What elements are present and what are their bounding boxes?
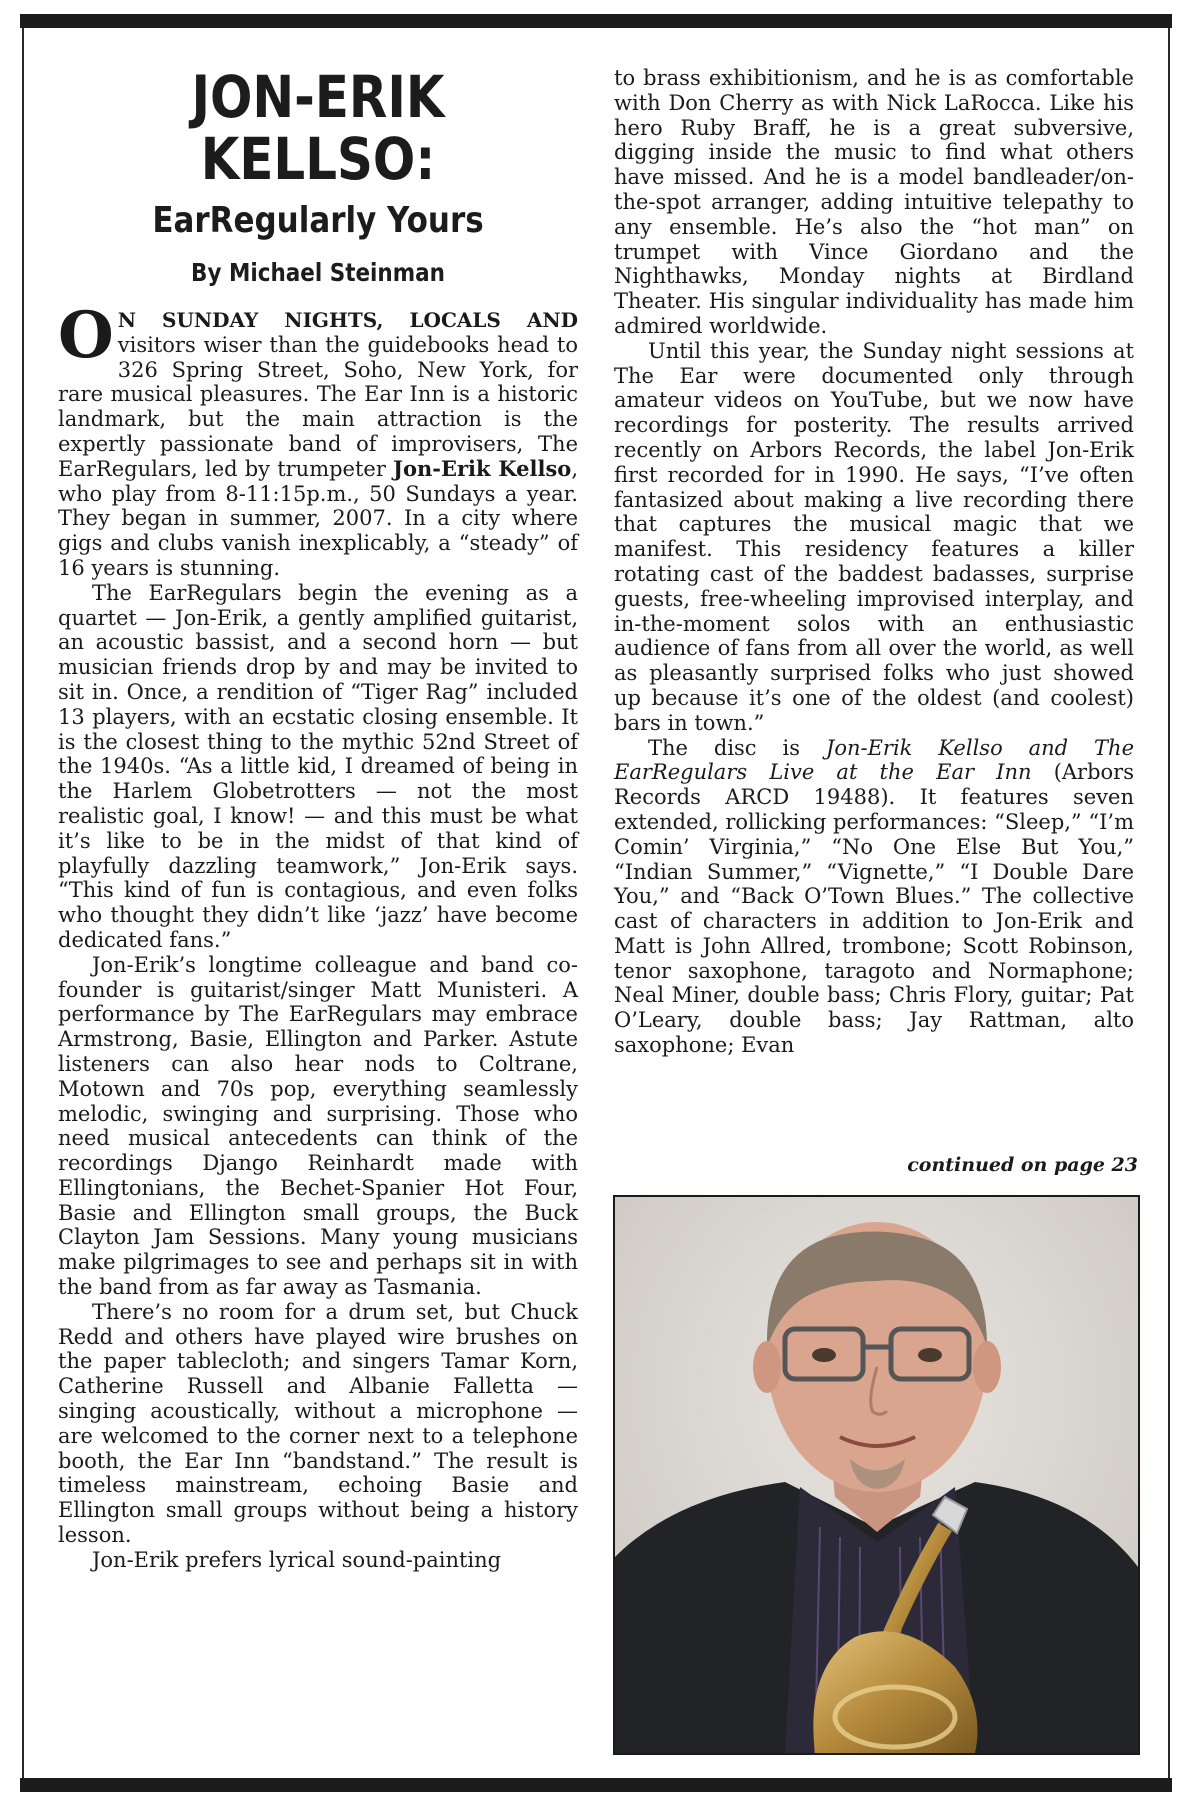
left-border xyxy=(22,28,24,1778)
paragraph: The EarRegulars begin the evening as a quartet — Jon-Erik, a gently amplified guitarist, an acoustic bassist, and a second horn — but musician friends drop by and may be invited to sit in. Once, a rendition of “Tiger Rag” included 13 players, with an ecstatic closing ensemble. It is the closest thing to the mythic 52nd Street of the 1940s. “As a little kid, I dreamed of being in the Harlem Globetrotters — not the most realistic goal, I know! — and this must be what it’s like to be in the midst of that kind of playfully dazzling teamwork,” Jon-Erik says. “This kind of fun is contagious, and even folks who thought they didn’t like ‘jazz’ have become dedicated fans.” xyxy=(58,580,578,952)
portrait-photo xyxy=(613,1195,1140,1755)
headline xyxy=(94,63,541,193)
lead-text-1: visitors wiser than the guidebooks head to 326 Spring Street, Soho, New York, for rare musical pleasures. The Ear Inn is a historic landmark, but the main attraction is the expertly passionate band of improvisers, The EarRegulars, led by trumpeter xyxy=(58,332,578,481)
headline-line-2: KELLSO: xyxy=(200,125,436,193)
lead-paragraph xyxy=(58,298,578,581)
right-border xyxy=(1168,28,1170,1778)
lead-caps: N SUNDAY NIGHTS, LOCALS AND xyxy=(117,308,578,332)
top-rule xyxy=(20,14,1172,28)
article-body-right xyxy=(614,66,1134,1058)
lead-text-2: , who play from 8-11:15p.m., 50 Sundays a year. They began in summer, 2007. In a city where gigs and clubs vanish inexplicably, a “steady” of 16 years is stunning. xyxy=(58,456,578,580)
headline-line-1: JON-ERIK xyxy=(191,63,445,131)
drop-cap: O xyxy=(58,298,114,373)
lead-name: Jon-Erik Kellso xyxy=(393,455,572,481)
right-column xyxy=(614,66,1134,1058)
continued-line: continued on page 23 xyxy=(907,1154,1138,1176)
paragraph: Jon-Erik prefers lyrical sound-painting xyxy=(92,1547,502,1572)
paragraph-text: (Arbors Records ARCD 19488). It features seven extended, rollicking performances: “Sleep,” “I’m Comin’ Virginia,” “No One Else But You,” “Indian Summer,” “Vignette,” “I Double Dare You,” and “Back O’Town Blues.” The collective cast of characters in addition to Jon-Erik and Matt is John Allred, trombone; Scott Robinson, tenor saxophone, taragoto and Normaphone; Neal Miner, double bass; Chris Flory, guitar; Pat O’Leary, double bass; Jay Rattman, alto saxophone; Evan xyxy=(614,760,1134,1058)
paragraph xyxy=(614,736,1134,1058)
paragraph: to brass exhibitionism, and he is as comfortable with Don Cherry as with Nick LaRocca. Like his hero Ruby Braff, he is a great subversive, digging inside the music to find what others have missed. And he is a model bandleader/on-the-spot arranger, adding intuitive telepathy to any ensemble. He’s also the “hot man” on trumpet with Vince Giordano and the Nighthawks, Monday nights at Birdland Theater. His singular individuality has made him admired worldwide. xyxy=(614,66,1134,338)
paragraph-text: The disc is xyxy=(648,735,826,760)
paragraph: Jon-Erik’s longtime colleague and band co-founder is guitarist/singer Matt Munisteri. A performance by The EarRegulars may embrace Armstrong, Basie, Ellington and Parker. Astute listeners can also hear nods to Coltrane, Motown and 70s pop, everything seamlessly melodic, swinging and surprising. Those who need musical antecedents can think of the recordings Django Reinhardt made with Ellingtonians, the Bechet-Spanier Hot Four, Basie and Ellington small groups, the Buck Clayton Jam Sessions. Many young musicians make pilgrimages to see and perhaps sit in with the band from as far away as Tasmania. xyxy=(58,952,578,1300)
paragraph: Until this year, the Sunday night sessions at The Ear were documented only through amateur videos on YouTube, but we now have recordings for posterity. The results arrived recently on Arbors Records, the label Jon-Erik first recorded for in 1990. He says, “I’ve often fantasized about making a live recording there that captures the musical magic that we manifest. This residency features a killer rotating cast of the baddest badasses, surprise guests, free-wheeling improvised interplay, and in-the-moment solos with an enthusiastic audience of fans from all over the world, as well as pleasantly surprised folks who just showed up because it’s one of the oldest (and coolest) bars in town.” xyxy=(614,338,1134,735)
subheadline: EarRegularly Yours xyxy=(152,200,484,241)
article-body-left xyxy=(58,298,578,1573)
bottom-rule xyxy=(20,1778,1172,1792)
left-column xyxy=(58,63,578,1573)
portrait-illustration xyxy=(615,1197,1138,1753)
paragraph: There’s no room for a drum set, but Chuck Redd and others have played wire brushes on the paper tablecloth; and singers Tamar Korn, Catherine Russell and Albanie Falletta — singing acoustically, without a microphone — are welcomed to the corner next to a telephone booth, the Ear Inn “bandstand.” The result is timeless mainstream, echoing Basie and Ellington small groups without being a history lesson. xyxy=(58,1299,578,1548)
byline: By Michael Steinman xyxy=(191,258,445,287)
album-title: Jon-Erik Kellso and The EarRegulars Live at the Ear Inn xyxy=(614,735,1134,785)
